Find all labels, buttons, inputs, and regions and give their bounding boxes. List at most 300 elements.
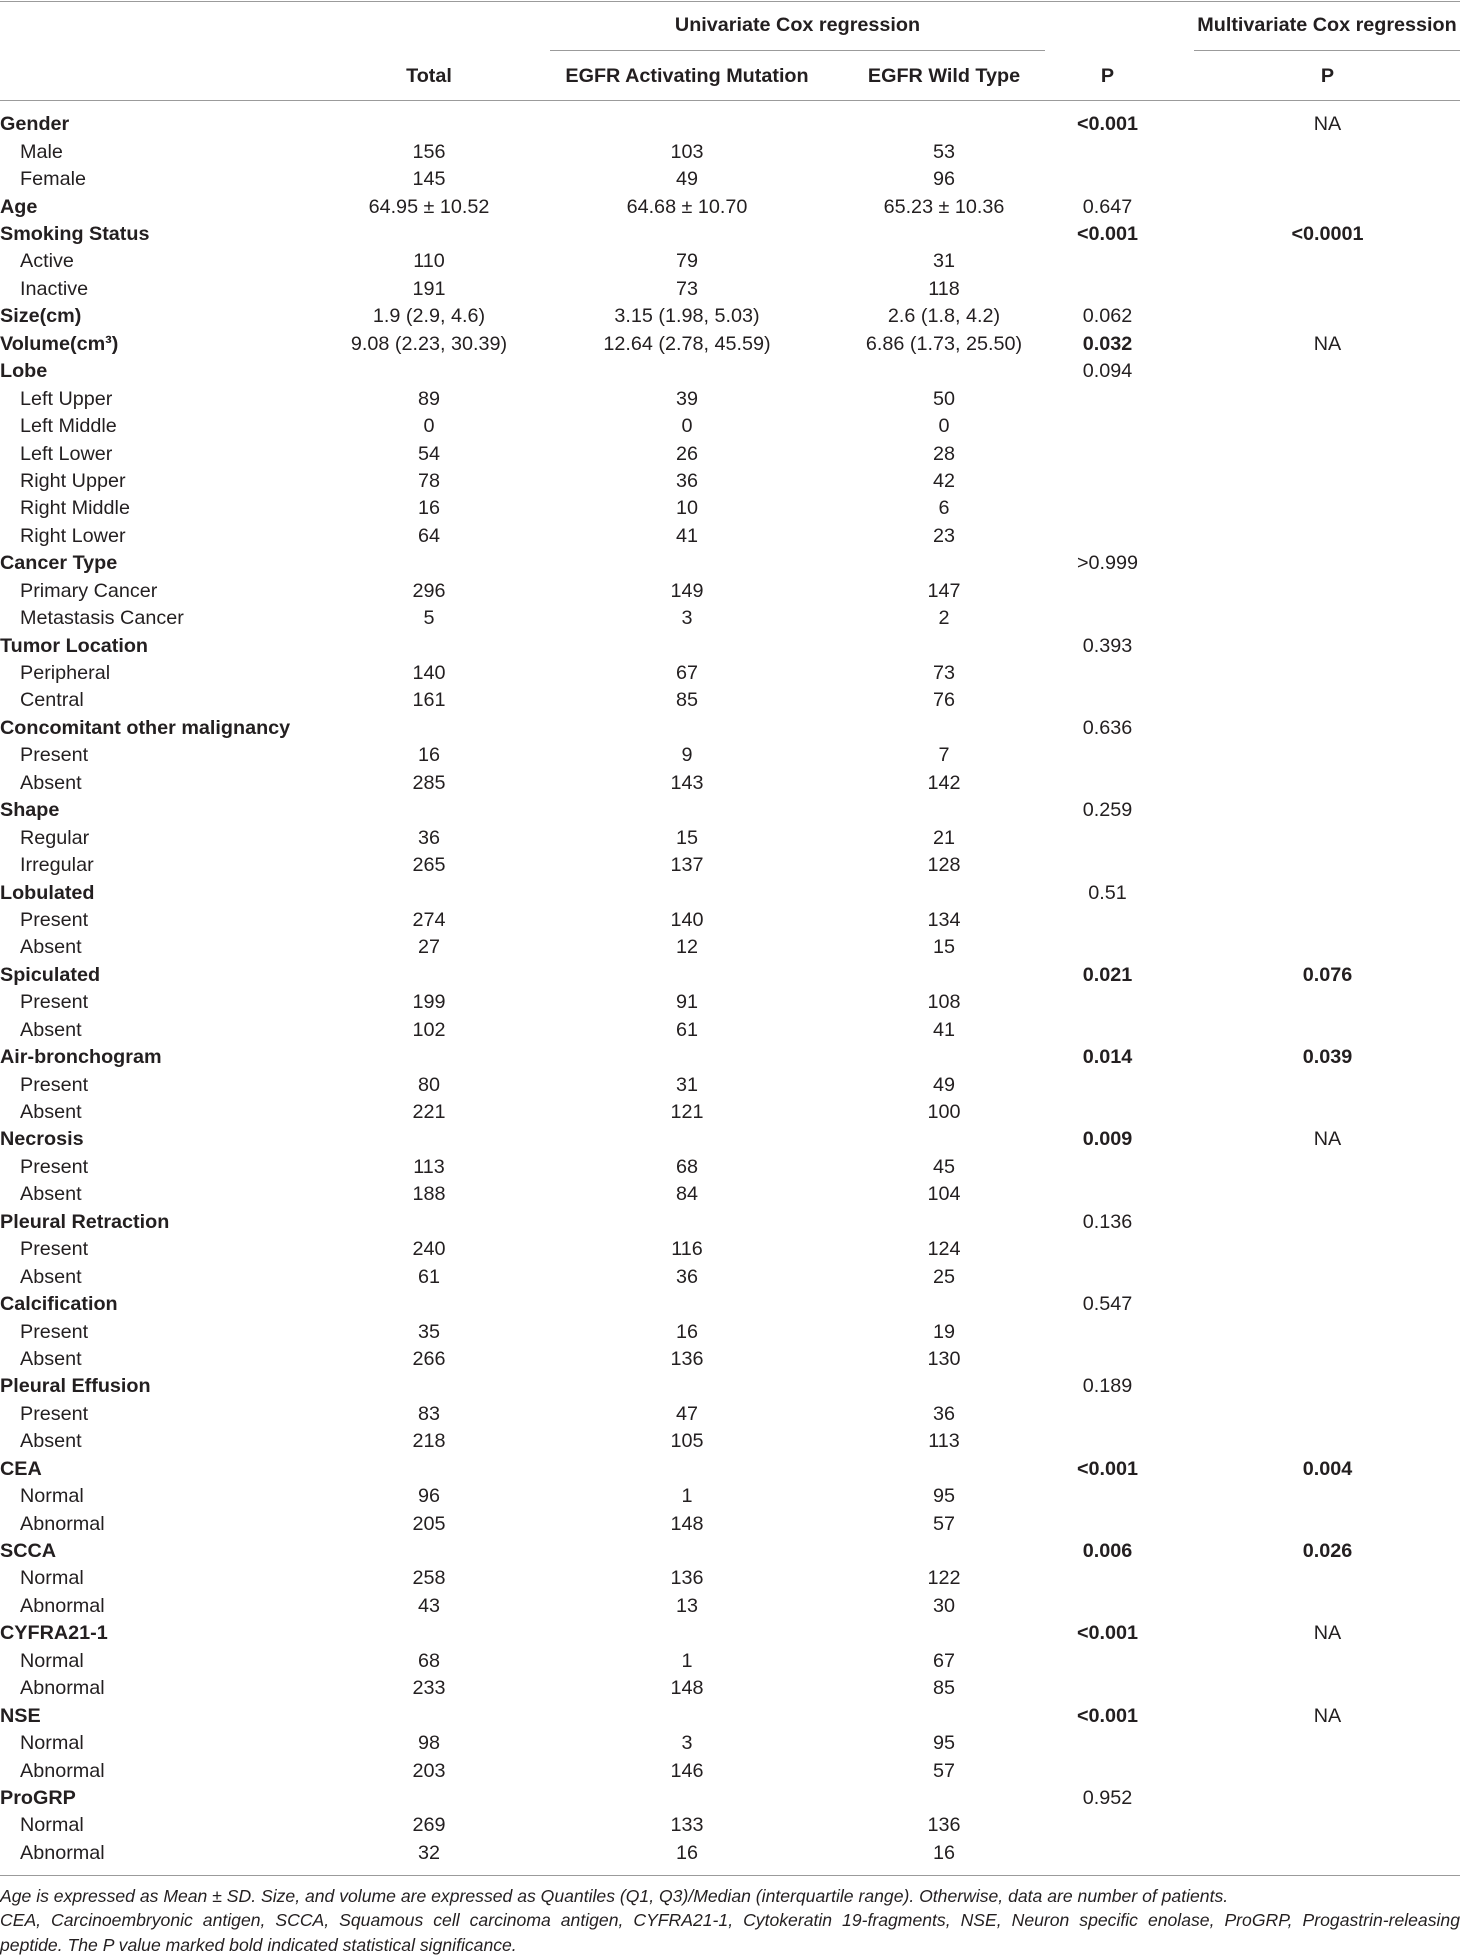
cell-multivariate-p: NA <box>1313 1622 1342 1645</box>
cell-total: 89 <box>417 387 440 410</box>
cell-egfr-wild-type: 53 <box>932 140 955 163</box>
cell-multivariate-p: <0.0001 <box>1291 223 1364 246</box>
cell-egfr-mutation: 12 <box>675 936 698 959</box>
cell-egfr-mutation: 31 <box>675 1073 698 1096</box>
cell-total: 96 <box>417 1485 440 1508</box>
variable-label: Lobulated <box>0 881 95 904</box>
cell-egfr-mutation: 41 <box>675 524 698 547</box>
cell-egfr-mutation: 1 <box>681 1485 693 1508</box>
cell-egfr-mutation: 91 <box>675 991 698 1014</box>
variable-label: Age <box>0 195 38 218</box>
variable-label: Gender <box>0 113 70 136</box>
level-label: Normal <box>20 1814 84 1837</box>
cell-egfr-mutation: 47 <box>675 1402 698 1425</box>
cell-total: 102 <box>412 1018 446 1041</box>
cell-egfr-wild-type: 124 <box>927 1238 961 1261</box>
level-row <box>0 825 1460 852</box>
cell-egfr-wild-type: 118 <box>928 277 960 300</box>
level-label: Present <box>20 1073 89 1096</box>
cell-total: 266 <box>412 1347 446 1370</box>
level-label: Present <box>20 991 89 1014</box>
cell-egfr-wild-type: 95 <box>932 1732 955 1755</box>
cell-egfr-wild-type: 0 <box>938 415 950 438</box>
cell-egfr-mutation: 143 <box>670 771 704 794</box>
level-row <box>0 852 1460 879</box>
cell-egfr-mutation: 10 <box>675 497 698 520</box>
cell-total: 5 <box>423 607 435 630</box>
cell-egfr-wild-type: 136 <box>927 1814 961 1837</box>
cell-egfr-mutation: 73 <box>675 277 698 300</box>
level-row <box>0 907 1460 934</box>
level-label: Present <box>20 1155 89 1178</box>
level-label: Male <box>20 140 63 163</box>
cell-multivariate-p: 0.026 <box>1302 1540 1353 1563</box>
cell-total: 1.9 (2.9, 4.6) <box>372 305 486 328</box>
level-label: Absent <box>20 1430 82 1453</box>
level-row <box>0 1181 1460 1208</box>
cell-egfr-mutation: 12.64 (2.78, 45.59) <box>603 332 771 355</box>
variable-label: NSE <box>0 1704 41 1727</box>
cell-total: 233 <box>412 1677 446 1700</box>
cell-multivariate-p: NA <box>1313 1704 1342 1727</box>
level-label: Normal <box>20 1567 84 1590</box>
footnote-abbreviations-line: CEA, Carcinoembryonic antigen, SCCA, Squamous cell carcinoma antigen, CYFRA21-1, Cytokeratin 19-fragments, NSE, Neuron specific enolase, ProGRP, Progastrin-releasing <box>0 1910 1460 1931</box>
univariate-group-header: Univariate Cox regression <box>674 14 921 36</box>
level-label: Right Lower <box>20 524 126 547</box>
cell-egfr-wild-type: 16 <box>932 1841 955 1864</box>
variable-label: Shape <box>0 799 60 822</box>
variable-row <box>0 303 1460 330</box>
level-row <box>0 386 1460 413</box>
level-row <box>0 1675 1460 1702</box>
level-row <box>0 578 1460 605</box>
cell-egfr-wild-type: 113 <box>928 1430 960 1453</box>
variable-label: Calcification <box>0 1293 118 1316</box>
cell-total: 9.08 (2.23, 30.39) <box>350 332 508 355</box>
cell-total: 64.95 ± 10.52 <box>368 195 490 218</box>
cell-egfr-mutation: 1 <box>681 1649 693 1672</box>
level-label: Regular <box>20 826 90 849</box>
column-header-egfr-mutation: EGFR Activating Mutation <box>565 65 809 87</box>
cell-total: 36 <box>417 826 440 849</box>
cell-univariate-p: >0.999 <box>1076 552 1139 575</box>
cell-egfr-wild-type: 7 <box>938 744 950 767</box>
cell-multivariate-p: 0.076 <box>1302 963 1353 986</box>
cell-univariate-p: 0.647 <box>1082 195 1133 218</box>
variable-row <box>0 633 1460 660</box>
level-row <box>0 441 1460 468</box>
cell-univariate-p: <0.001 <box>1076 1622 1139 1645</box>
level-label: Present <box>20 908 89 931</box>
cell-egfr-wild-type: 6 <box>938 497 950 520</box>
cell-total: 269 <box>412 1814 446 1837</box>
cell-univariate-p: <0.001 <box>1076 113 1139 136</box>
cell-egfr-mutation: 0 <box>681 415 693 438</box>
level-row <box>0 770 1460 797</box>
cell-univariate-p: 0.136 <box>1082 1210 1133 1233</box>
variable-row <box>0 962 1460 989</box>
level-label: Abnormal <box>20 1677 105 1700</box>
cell-egfr-mutation: 146 <box>670 1759 704 1782</box>
cell-egfr-mutation: 79 <box>675 250 698 273</box>
cell-total: 98 <box>417 1732 440 1755</box>
cell-univariate-p: 0.952 <box>1082 1786 1133 1809</box>
cell-univariate-p: 0.51 <box>1088 881 1127 904</box>
level-row <box>0 1236 1460 1263</box>
table-bottom-rule <box>0 1875 1460 1876</box>
cell-total: 203 <box>412 1759 446 1782</box>
level-row <box>0 1593 1460 1620</box>
level-row <box>0 1840 1460 1867</box>
variable-row <box>0 1291 1460 1318</box>
variable-label: Smoking Status <box>0 223 150 246</box>
cell-egfr-mutation: 149 <box>670 579 704 602</box>
cell-univariate-p: 0.006 <box>1082 1540 1133 1563</box>
cell-egfr-mutation: 36 <box>675 469 698 492</box>
column-header-multivariate-p: P <box>1320 65 1335 87</box>
level-row <box>0 1401 1460 1428</box>
level-label: Present <box>20 744 89 767</box>
cell-egfr-mutation: 133 <box>670 1814 704 1837</box>
cell-egfr-wild-type: 134 <box>927 908 961 931</box>
cell-egfr-wild-type: 128 <box>927 854 961 877</box>
cell-egfr-mutation: 85 <box>675 689 698 712</box>
variable-row <box>0 358 1460 385</box>
cell-egfr-wild-type: 23 <box>932 524 955 547</box>
cell-egfr-wild-type: 6.86 (1.73, 25.50) <box>865 332 1023 355</box>
variable-label: Lobe <box>0 360 48 383</box>
cell-total: 199 <box>412 991 446 1014</box>
cell-total: 43 <box>417 1594 440 1617</box>
cell-univariate-p: 0.636 <box>1082 716 1133 739</box>
variable-label: Size(cm) <box>0 305 82 328</box>
level-row <box>0 1812 1460 1839</box>
level-label: Present <box>20 1320 89 1343</box>
level-row <box>0 742 1460 769</box>
cell-egfr-mutation: 3 <box>681 1732 693 1755</box>
cell-egfr-mutation: 9 <box>681 744 693 767</box>
variable-label: Tumor Location <box>0 634 148 657</box>
cell-total: 156 <box>412 140 446 163</box>
cell-multivariate-p: NA <box>1313 113 1342 136</box>
variable-label: Spiculated <box>0 963 101 986</box>
level-label: Abnormal <box>20 1512 105 1535</box>
table-top-rule <box>0 1 1460 2</box>
cell-egfr-wild-type: 50 <box>932 387 955 410</box>
level-label: Normal <box>20 1485 84 1508</box>
cell-total: 78 <box>417 469 440 492</box>
level-label: Central <box>20 689 84 712</box>
level-row <box>0 1730 1460 1757</box>
cell-egfr-wild-type: 95 <box>932 1485 955 1508</box>
cell-egfr-wild-type: 30 <box>932 1594 955 1617</box>
level-label: Female <box>20 168 86 191</box>
table-body <box>0 111 1460 1867</box>
level-row <box>0 468 1460 495</box>
cell-total: 240 <box>412 1238 446 1261</box>
level-row <box>0 276 1460 303</box>
cell-total: 0 <box>423 415 435 438</box>
variable-row <box>0 880 1460 907</box>
level-row <box>0 1428 1460 1455</box>
cell-total: 35 <box>417 1320 440 1343</box>
level-row <box>0 248 1460 275</box>
level-row <box>0 1758 1460 1785</box>
cell-total: 113 <box>413 1155 445 1178</box>
header-bottom-rule <box>0 100 1460 101</box>
column-header-total: Total <box>406 65 452 87</box>
level-row <box>0 1264 1460 1291</box>
cell-egfr-wild-type: 76 <box>932 689 955 712</box>
cell-egfr-wild-type: 2 <box>938 607 950 630</box>
cell-egfr-mutation: 105 <box>670 1430 704 1453</box>
variable-row <box>0 194 1460 221</box>
multivariate-group-header: Multivariate Cox regression <box>1197 14 1457 36</box>
cell-multivariate-p: 0.004 <box>1302 1457 1353 1480</box>
cell-egfr-mutation: 148 <box>670 1512 704 1535</box>
cell-egfr-wild-type: 73 <box>932 662 955 685</box>
cell-egfr-mutation: 61 <box>675 1018 698 1041</box>
cell-egfr-wild-type: 2.6 (1.8, 4.2) <box>887 305 1001 328</box>
cell-egfr-wild-type: 67 <box>932 1649 955 1672</box>
footnote-abbreviations-line: peptide. The P value marked bold indicated statistical significance. <box>0 1934 517 1955</box>
level-row <box>0 687 1460 714</box>
cell-total: 285 <box>412 771 446 794</box>
variable-row <box>0 1456 1460 1483</box>
cell-egfr-mutation: 103 <box>670 140 704 163</box>
level-row <box>0 166 1460 193</box>
cell-total: 27 <box>417 936 440 959</box>
level-row <box>0 1319 1460 1346</box>
cell-egfr-mutation: 3.15 (1.98, 5.03) <box>614 305 760 328</box>
level-row <box>0 139 1460 166</box>
level-label: Primary Cancer <box>20 579 158 602</box>
variable-label: Necrosis <box>0 1128 84 1151</box>
variable-row <box>0 1538 1460 1565</box>
level-label: Abnormal <box>20 1841 105 1864</box>
level-label: Absent <box>20 1101 82 1124</box>
cell-egfr-mutation: 116 <box>671 1238 703 1261</box>
cell-total: 221 <box>412 1101 446 1124</box>
level-label: Normal <box>20 1732 84 1755</box>
variable-label: Cancer Type <box>0 552 118 575</box>
variable-row <box>0 1126 1460 1153</box>
level-row <box>0 605 1460 632</box>
cell-egfr-wild-type: 25 <box>932 1265 955 1288</box>
cell-univariate-p: 0.021 <box>1082 963 1133 986</box>
level-label: Left Middle <box>20 415 117 438</box>
cell-egfr-mutation: 148 <box>670 1677 704 1700</box>
level-row <box>0 413 1460 440</box>
cell-egfr-wild-type: 36 <box>932 1402 955 1425</box>
level-label: Left Lower <box>20 442 113 465</box>
cell-univariate-p: <0.001 <box>1076 223 1139 246</box>
variable-label: CEA <box>0 1457 42 1480</box>
variable-row <box>0 1703 1460 1730</box>
cell-egfr-mutation: 67 <box>675 662 698 685</box>
cell-univariate-p: 0.393 <box>1082 634 1133 657</box>
level-row <box>0 934 1460 961</box>
level-label: Absent <box>20 1183 82 1206</box>
cell-egfr-wild-type: 122 <box>927 1567 961 1590</box>
cell-egfr-mutation: 84 <box>675 1183 698 1206</box>
cell-total: 191 <box>412 277 446 300</box>
level-label: Present <box>20 1238 89 1261</box>
multivariate-group-rule <box>1194 50 1460 51</box>
level-label: Metastasis Cancer <box>20 607 184 630</box>
cell-univariate-p: 0.189 <box>1082 1375 1133 1398</box>
column-header-univariate-p: P <box>1100 65 1115 87</box>
variable-row <box>0 1785 1460 1812</box>
variable-label: Pleural Effusion <box>0 1375 151 1398</box>
cell-univariate-p: 0.094 <box>1082 360 1133 383</box>
cell-egfr-wild-type: 45 <box>932 1155 955 1178</box>
cell-egfr-wild-type: 85 <box>932 1677 955 1700</box>
cell-univariate-p: 0.009 <box>1082 1128 1133 1151</box>
variable-row <box>0 797 1460 824</box>
variable-row <box>0 1209 1460 1236</box>
cell-egfr-wild-type: 42 <box>932 469 955 492</box>
column-header-egfr-wild-type: EGFR Wild Type <box>867 65 1021 87</box>
cell-egfr-mutation: 136 <box>670 1347 704 1370</box>
cell-egfr-wild-type: 21 <box>932 826 955 849</box>
variable-row <box>0 1044 1460 1071</box>
variable-label: Concomitant other malignancy <box>0 716 291 739</box>
cell-univariate-p: 0.259 <box>1082 799 1133 822</box>
cell-total: 145 <box>412 168 446 191</box>
cell-total: 258 <box>412 1567 446 1590</box>
level-label: Present <box>20 1402 89 1425</box>
cell-egfr-wild-type: 57 <box>932 1512 955 1535</box>
level-label: Absent <box>20 1018 82 1041</box>
variable-row <box>0 1620 1460 1647</box>
cell-egfr-wild-type: 31 <box>932 250 955 273</box>
cell-egfr-mutation: 49 <box>675 168 698 191</box>
cell-egfr-mutation: 136 <box>670 1567 704 1590</box>
cell-egfr-mutation: 13 <box>675 1594 698 1617</box>
cell-total: 140 <box>412 662 446 685</box>
cell-univariate-p: 0.062 <box>1082 305 1133 328</box>
cell-egfr-wild-type: 130 <box>927 1347 961 1370</box>
cell-egfr-wild-type: 96 <box>932 168 955 191</box>
cell-egfr-wild-type: 108 <box>927 991 961 1014</box>
level-row <box>0 495 1460 522</box>
cell-total: 68 <box>417 1649 440 1672</box>
level-row <box>0 1648 1460 1675</box>
level-label: Active <box>20 250 74 273</box>
cell-egfr-mutation: 3 <box>681 607 693 630</box>
level-row <box>0 1511 1460 1538</box>
cell-total: 205 <box>412 1512 446 1535</box>
level-label: Abnormal <box>20 1759 105 1782</box>
variable-row <box>0 550 1460 577</box>
cell-egfr-mutation: 16 <box>675 1320 698 1343</box>
cell-total: 161 <box>412 689 446 712</box>
level-label: Abnormal <box>20 1594 105 1617</box>
level-row <box>0 660 1460 687</box>
cell-total: 32 <box>417 1841 440 1864</box>
cell-total: 296 <box>412 579 446 602</box>
variable-label: Pleural Retraction <box>0 1210 170 1233</box>
cell-egfr-wild-type: 49 <box>932 1073 955 1096</box>
variable-row <box>0 331 1460 358</box>
level-row <box>0 1072 1460 1099</box>
cell-egfr-mutation: 15 <box>675 826 698 849</box>
cell-total: 64 <box>417 524 440 547</box>
level-label: Left Upper <box>20 387 113 410</box>
variable-label: Volume(cm³) <box>0 332 119 355</box>
cell-egfr-wild-type: 19 <box>932 1320 955 1343</box>
cell-total: 188 <box>412 1183 446 1206</box>
cell-egfr-wild-type: 41 <box>932 1018 955 1041</box>
cell-total: 110 <box>413 250 445 273</box>
level-label: Absent <box>20 1347 82 1370</box>
level-row <box>0 1154 1460 1181</box>
cell-egfr-mutation: 121 <box>670 1101 704 1124</box>
cell-total: 80 <box>417 1073 440 1096</box>
level-row <box>0 1017 1460 1044</box>
level-row <box>0 1565 1460 1592</box>
cell-egfr-wild-type: 142 <box>927 771 961 794</box>
level-label: Irregular <box>20 854 94 877</box>
cell-egfr-wild-type: 28 <box>932 442 955 465</box>
cell-egfr-wild-type: 104 <box>927 1183 961 1206</box>
level-label: Absent <box>20 1265 82 1288</box>
cell-univariate-p: 0.547 <box>1082 1293 1133 1316</box>
level-label: Peripheral <box>20 662 111 685</box>
level-row <box>0 1483 1460 1510</box>
variable-label: SCCA <box>0 1540 57 1563</box>
cell-egfr-mutation: 16 <box>675 1841 698 1864</box>
cell-total: 83 <box>417 1402 440 1425</box>
cell-univariate-p: 0.014 <box>1082 1046 1133 1069</box>
cell-egfr-wild-type: 15 <box>932 936 955 959</box>
cell-multivariate-p: NA <box>1313 332 1342 355</box>
cell-egfr-mutation: 137 <box>670 854 704 877</box>
cell-egfr-mutation: 140 <box>670 908 704 931</box>
cell-total: 274 <box>412 908 446 931</box>
level-label: Normal <box>20 1649 84 1672</box>
cell-egfr-wild-type: 147 <box>927 579 961 602</box>
cell-multivariate-p: 0.039 <box>1302 1046 1353 1069</box>
cell-egfr-mutation: 64.68 ± 10.70 <box>626 195 748 218</box>
cell-egfr-wild-type: 65.23 ± 10.36 <box>883 195 1005 218</box>
level-row <box>0 989 1460 1016</box>
variable-label: CYFRA21-1 <box>0 1622 108 1645</box>
cell-egfr-wild-type: 100 <box>927 1101 961 1124</box>
variable-label: Air-bronchogram <box>0 1046 162 1069</box>
level-row <box>0 1099 1460 1126</box>
level-label: Right Upper <box>20 469 126 492</box>
variable-row <box>0 1373 1460 1400</box>
cell-univariate-p: 0.032 <box>1082 332 1133 355</box>
univariate-group-rule <box>550 50 1045 51</box>
cell-total: 54 <box>417 442 440 465</box>
level-label: Right Middle <box>20 497 130 520</box>
cell-total: 265 <box>412 854 446 877</box>
level-label: Absent <box>20 771 82 794</box>
cell-multivariate-p: NA <box>1313 1128 1342 1151</box>
cell-total: 16 <box>417 744 440 767</box>
table-footnotes <box>0 1884 1460 1958</box>
cell-egfr-mutation: 68 <box>675 1155 698 1178</box>
level-label: Inactive <box>20 277 89 300</box>
cell-egfr-mutation: 26 <box>675 442 698 465</box>
variable-row <box>0 715 1460 742</box>
cell-total: 61 <box>417 1265 440 1288</box>
cell-egfr-mutation: 39 <box>675 387 698 410</box>
variable-label: ProGRP <box>0 1786 76 1809</box>
